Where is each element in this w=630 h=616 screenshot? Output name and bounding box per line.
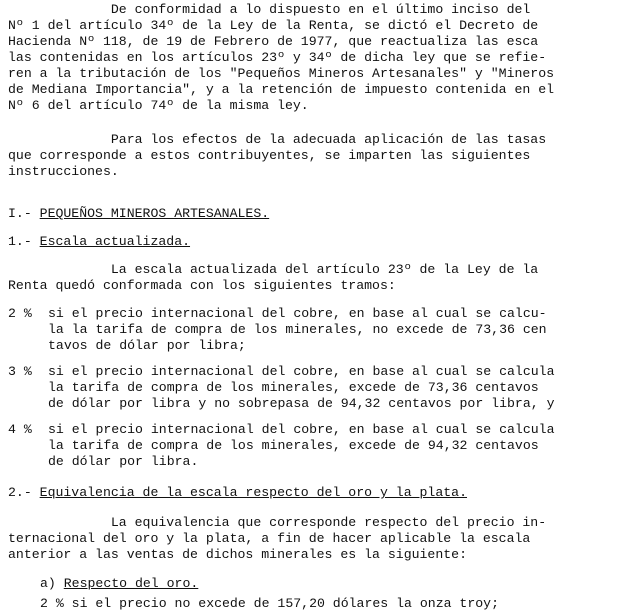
gold-rate-line: 2 % si el precio no excede de 157,20 dólares la onza troy; [40, 596, 499, 611]
section-heading-1 [8, 206, 269, 222]
subsection-number: 1.- [8, 234, 40, 249]
sub-heading-title: Respecto del oro. [63, 576, 199, 591]
subsection-title: Equivalencia de la escala respecto del oro y la plata. [39, 485, 468, 500]
subsection-heading-2 [8, 485, 467, 501]
rate-value: 3 % [8, 364, 32, 379]
sub-heading [40, 576, 198, 592]
subsection-number: 2.- [8, 485, 40, 500]
rate-value: 4 % [8, 422, 32, 437]
rate-text: si el precio internacional del cobre, en base al cual se calcu- la la tarifa de compra de los minerales, no excede de 73,36 cen tavos de dólar por libra; [48, 306, 547, 353]
intro-paragraph: De conformidad a lo dispuesto en el último inciso del Nº 1 del artículo 34º de la Ley de la Renta, se dictó el Decreto de Hacienda Nº 118, de 19 de Febrero de 1977, que reactualiza las esca las contenidas en los artículos 23º y 34º de dicha ley que se refie- ren a la tributación de los "Pequeños Mineros Artesanales" y "Mineros de Mediana Importancia", y a la retención de impuesto contenida en el Nº 6 del artículo 74º de la misma ley. [8, 2, 555, 113]
section-title: PEQUEÑOS MINEROS ARTESANALES. [39, 206, 270, 221]
equivalence-paragraph: La equivalencia que corresponde respecto del precio in- ternacional del oro y la plata, a fin de hacer aplicable la escala anterior a las ventas de dichos minerales es la siguiente: [8, 515, 547, 562]
rate-text: si el precio internacional del cobre, en base al cual se calcula la tarifa de compra de los minerales, excede de 73,36 centavos de dólar por libra y no sobrepasa de 94,32 centavos por libra, y [48, 364, 555, 411]
sub-heading-letter: a) [40, 576, 64, 591]
scale-paragraph: La escala actualizada del artículo 23º de la Ley de la Renta quedó conformada con los siguientes tramos: [8, 262, 539, 293]
subsection-title: Escala actualizada. [39, 234, 191, 249]
instructions-paragraph: Para los efectos de la adecuada aplicación de las tasas que corresponde a estos contribuyentes, se imparten las siguientes instrucciones. [8, 132, 547, 179]
rate-value: 2 % [8, 306, 32, 321]
rate-item [8, 306, 547, 354]
rate-item [8, 422, 554, 470]
subsection-heading-1 [8, 234, 190, 250]
section-number: I.- [8, 206, 40, 221]
rate-item [8, 364, 554, 412]
rate-text: si el precio internacional del cobre, en base al cual se calcula la tarifa de compra de los minerales, excede de 94,32 centavos de dólar por libra. [48, 422, 555, 469]
